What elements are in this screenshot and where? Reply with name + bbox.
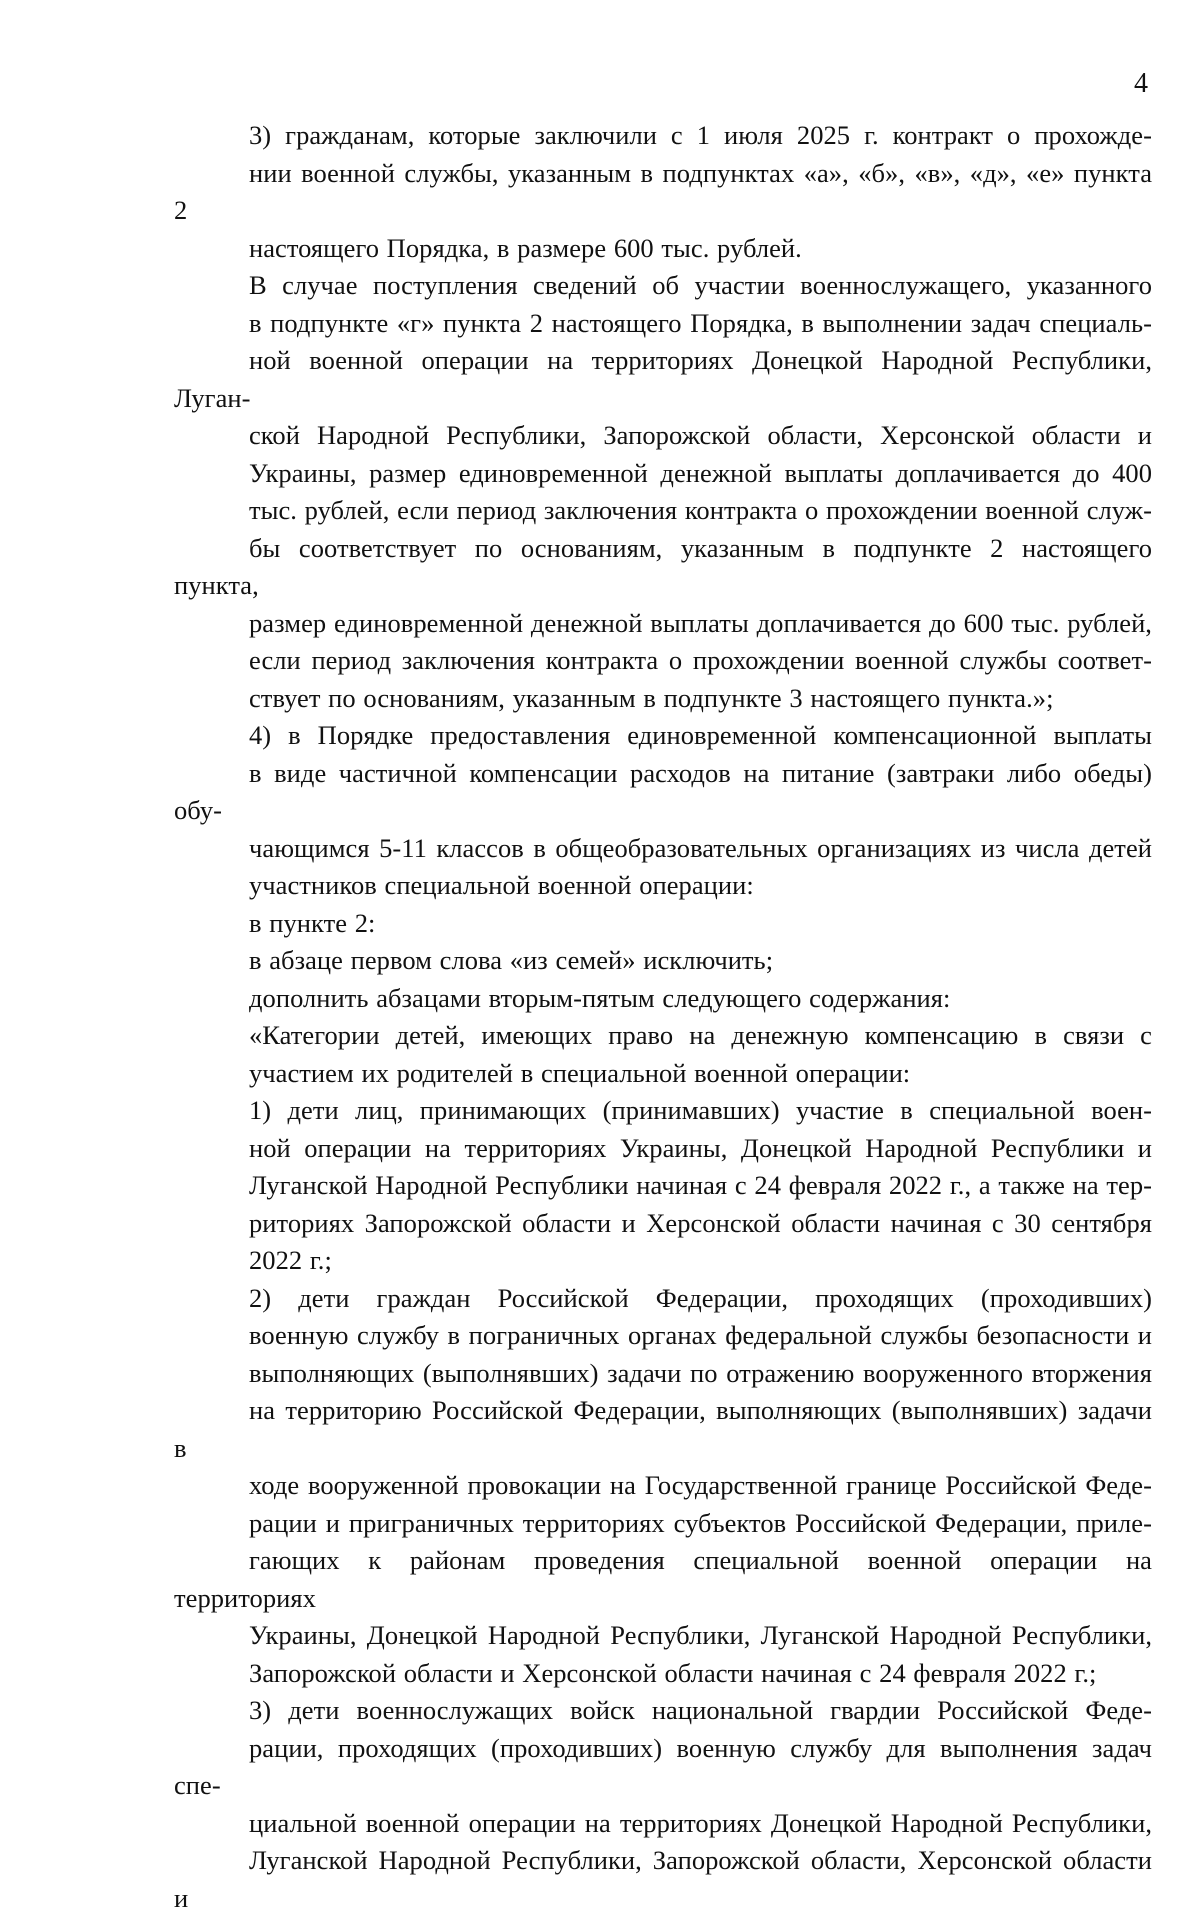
text-line: в абзаце первом слова «из семей» исключить;: [249, 945, 774, 975]
text-line: 2) дети граждан Российской Федерации, проходящих (проходивших): [249, 1282, 1152, 1313]
paragraph-item-4-compensation: [174, 717, 1152, 905]
text-line: настоящего Порядка, в размере 600 тыс. рублей.: [249, 232, 802, 263]
paragraph-additional-payment: [174, 267, 1152, 717]
page-number: 4: [1134, 68, 1148, 99]
text-line: выполняющих (выполнявших) задачи по отражению вооруженного вторжения: [249, 1357, 1152, 1388]
text-line: нии военной службы, указанным в подпунктах «а», «б», «в», «д», «е» пункта 2: [174, 157, 1152, 225]
text-line: Украины, Донецкой Народной Республики, Луганской Народной Республики,: [249, 1620, 1152, 1650]
paragraph-point-2: [174, 905, 1152, 943]
paragraph-subitem-3-payment: [174, 117, 1152, 267]
text-line: 3) гражданам, которые заключили с 1 июля 2025 г. контракт о прохожде-: [249, 120, 1152, 150]
text-line: 1) дети лиц, принимающих (принимавших) участие в специальной воен-: [249, 1095, 1152, 1125]
text-line: рации и приграничных территориях субъектов Российской Федерации, приле-: [249, 1507, 1152, 1538]
text-line: ходе вооруженной провокации на Государственной границе Российской Феде-: [249, 1470, 1152, 1500]
text-line: на территорию Российской Федерации, выполняющих (выполнявших) задачи в: [174, 1395, 1152, 1463]
text-line: тыс. рублей, если период заключения контракта о прохождении военной служ-: [249, 495, 1152, 525]
text-line: рации, проходящих (проходивших) военную службу для выполнения задач спе-: [174, 1732, 1152, 1800]
text-line: участников специальной военной операции:: [249, 870, 754, 900]
text-line: ной военной операции на территориях Донецкой Народной Республики, Луган-: [174, 345, 1152, 413]
text-line: «Категории детей, имеющих право на денежную компенсацию в связи с: [249, 1020, 1152, 1050]
text-line: Запорожской области и Херсонской области начиная с 24 февраля 2022 г.;: [249, 1657, 1097, 1688]
text-line: 4) в Порядке предоставления единовременной компенсационной выплаты: [249, 720, 1152, 750]
text-line: ской Народной Республики, Запорожской области, Херсонской области и: [249, 420, 1152, 450]
text-line: циальной военной операции на территориях Донецкой Народной Республики,: [249, 1807, 1152, 1838]
text-line: риториях Запорожской области и Херсонской области начиная с 30 сентября: [249, 1207, 1152, 1238]
paragraph-exclude-words: [174, 942, 1152, 980]
text-line: В случае поступления сведений об участии военнослужащего, указанного: [249, 270, 1152, 300]
paragraph-category-3: [174, 1692, 1152, 1917]
paragraph-categories-intro: [174, 1017, 1152, 1092]
text-line: Украины, размер единовременной денежной выплаты доплачивается до 400: [249, 457, 1152, 488]
paragraph-category-1: [174, 1092, 1152, 1280]
text-line: в пункте 2:: [249, 907, 376, 938]
text-line: участием их родителей в специальной военной операции:: [249, 1057, 911, 1088]
text-line: гающих к районам проведения специальной военной операции на территориях: [174, 1545, 1152, 1613]
text-line: чающимся 5-11 классов в общеобразовательных организациях из числа детей: [249, 832, 1152, 863]
text-line: военную службу в пограничных органах федеральной службы безопасности и: [249, 1320, 1152, 1350]
text-line: в виде частичной компенсации расходов на питание (завтраки либо обеды) обу-: [174, 757, 1152, 825]
text-line: Луганской Народной Республики начиная с 24 февраля 2022 г., а также на тер-: [249, 1170, 1152, 1200]
document-body: [174, 117, 1152, 1917]
text-line: ствует по основаниям, указанным в подпункте 3 настоящего пункта.»;: [249, 682, 1054, 713]
text-line: размер единовременной денежной выплаты доплачивается до 600 тыс. рублей,: [249, 607, 1152, 638]
text-line: бы соответствует по основаниям, указанным в подпункте 2 настоящего пункта,: [174, 532, 1152, 600]
paragraph-category-2: [174, 1280, 1152, 1693]
text-line: 3) дети военнослужащих войск национальной гвардии Российской Феде-: [249, 1695, 1152, 1725]
text-line: 2022 г.;: [249, 1245, 332, 1275]
text-line: дополнить абзацами вторым-пятым следующего содержания:: [249, 982, 951, 1013]
text-line: Луганской Народной Республики, Запорожской области, Херсонской области и: [174, 1845, 1152, 1913]
text-line: если период заключения контракта о прохождении военной службы соответ-: [249, 645, 1152, 675]
paragraph-add-paragraphs: [174, 980, 1152, 1018]
text-line: в подпункте «г» пункта 2 настоящего Порядка, в выполнении задач специаль-: [249, 307, 1152, 338]
text-line: ной операции на территориях Украины, Донецкой Народной Республики и: [249, 1132, 1152, 1163]
